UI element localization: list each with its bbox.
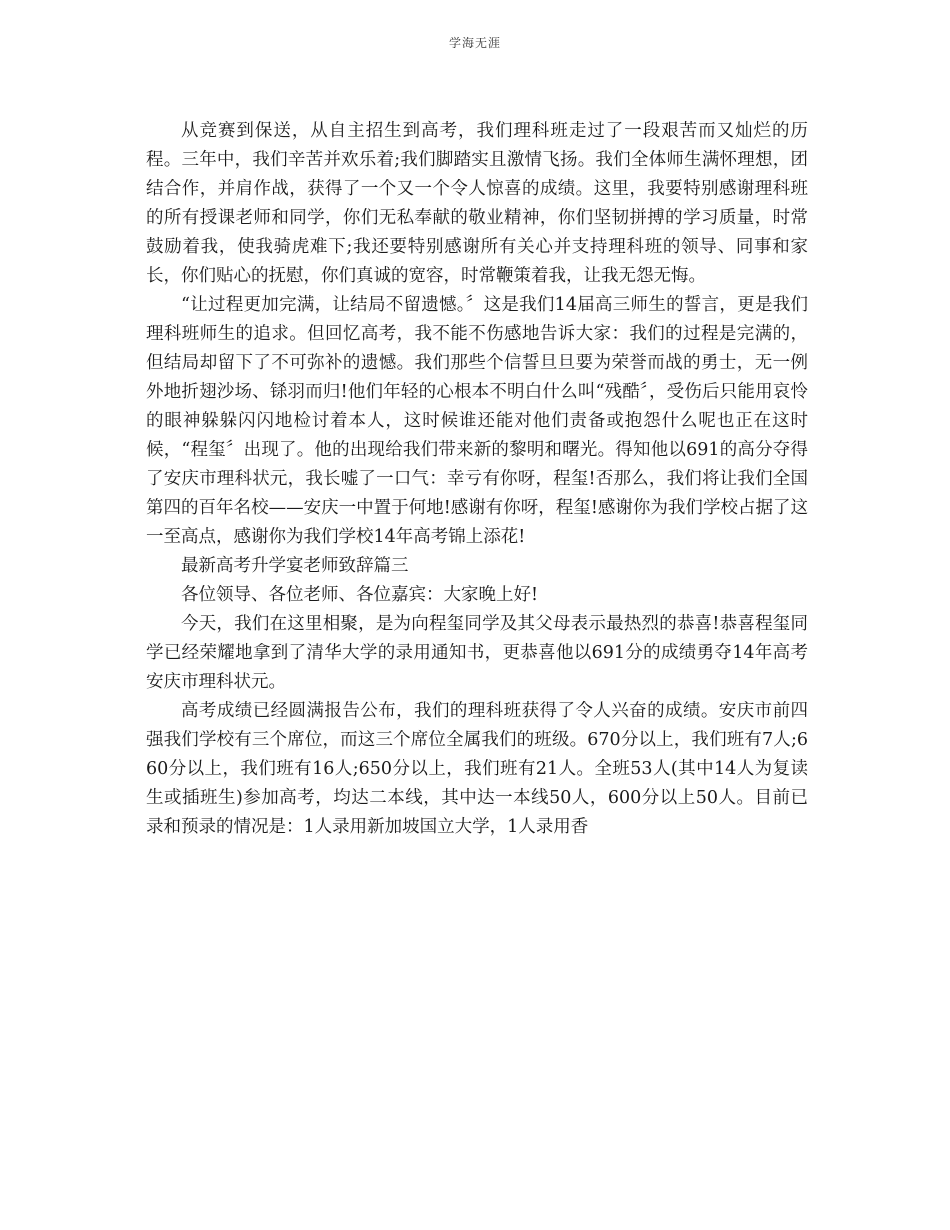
paragraph-3: 今天，我们在这里相聚，是为向程玺同学及其父母表示最热烈的恭喜!恭喜程玺同学已经荣耀地拿到了清华大学的录用通知书，更恭喜他以691分的成绩勇夺14年高考安庆市理科状元。 [146, 614, 808, 692]
page-header: 学海无涯 [448, 36, 501, 50]
paragraph-2: “让过程更加完满，让结局不留遗憾。〞这是我们14届高三师生的誓言，更是我们理科班师生的追求。但回忆高考，我不能不伤感地告诉大家：我们的过程是完满的，但结局却留下了不可弥补的遗憾。我们那些个信誓旦旦要为荣誉而战的勇士，无一例外地折翅沙场、铩羽而归!他们年轻的心根本不明白什么叫“残酷〞，受伤后只能用哀怜的眼神躲躲闪闪地检讨着本人，这时候谁还能对他们责备或抱怨什么呢也正在这时候，“程玺〞出现了。他的出现给我们带来新的黎明和曙光。得知他以691的高分夺得了安庆市理科状元，我长嘘了一口气：幸亏有你呀，程玺!否那么，我们将让我们全国第四的百年名校——安庆一中置于何地!感谢有你呀，程玺!感谢你为我们学校占据了这一至高点，感谢你为我们学校14年高考锦上添花! [146, 295, 808, 547]
document-body [146, 117, 808, 842]
section-heading: 最新高考升学宴老师致辞篇三 [181, 556, 409, 576]
paragraph-1: 从竞赛到保送，从自主招生到高考，我们理科班走过了一段艰苦而又灿烂的历程。三年中，我们辛苦并欢乐着;我们脚踏实且激情飞扬。我们全体师生满怀理想，团结合作，并肩作战，获得了一个又一个令人惊喜的成绩。这里，我要特别感谢理科班的所有授课老师和同学，你们无私奉献的敬业精神，你们坚韧拼搏的学习质量，时常鼓励着我，使我骑虎难下;我还要特别感谢所有关心并支持理科班的领导、同事和家长，你们贴心的抚慰，你们真诚的宽容，时常鞭策着我，让我无怨无悔。 [146, 121, 808, 286]
paragraph-4: 高考成绩已经圆满报告公布，我们的理科班获得了令人兴奋的成绩。安庆市前四强我们学校有三个席位，而这三个席位全属我们的班级。670分以上，我们班有7人;660分以上，我们班有16人;650分以上，我们班有21人。全班53人(其中14人为复读生或插班生)参加高考，均达二本线，其中达一本线50人，600分以上50人。目前已录和预录的情况是：1人录用新加坡国立大学，1人录用香 [146, 701, 808, 837]
greeting-line: 各位领导、各位老师、各位嘉宾：大家晚上好! [181, 585, 539, 605]
